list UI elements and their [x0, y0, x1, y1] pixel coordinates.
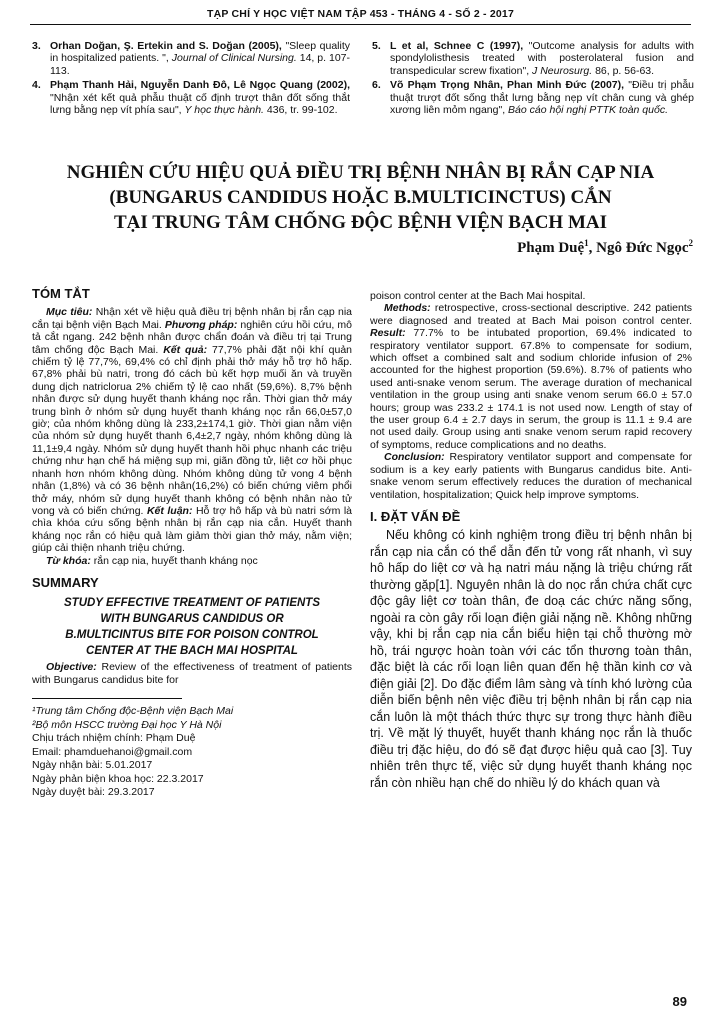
summary-paragraph [370, 451, 692, 501]
summary-paragraph [32, 661, 352, 686]
right-column [370, 290, 692, 791]
abstract-label: Kết luận: [146, 504, 193, 517]
responsible-author: Chịu trách nhiệm chính: Phạm Duệ [32, 732, 196, 745]
introduction-heading: I. ĐẶT VẤN ĐỀ [370, 508, 461, 524]
summary-title-line: B.MULTICINTUS BITE FOR POISON CONTROL [65, 629, 319, 642]
article-title [40, 160, 681, 235]
reference-authors: L et al, Schnee C (1997), [390, 40, 524, 52]
reference-item [32, 40, 350, 77]
summary-label: Methods: [384, 302, 431, 315]
reference-journal: J Neurosurg. [532, 64, 593, 77]
abstract-label: Phương pháp: [164, 318, 238, 331]
reference-title: "Outcome analysis for adults with spondylolisthesis treated with posterolateral fusion and transpedicular screw fixation", [390, 40, 694, 77]
summary-paragraph [370, 302, 692, 451]
author-name: Phạm Duệ [517, 240, 585, 256]
reference-number: 6. [372, 79, 381, 92]
reference-tail: 86, p. 56-63. [595, 64, 655, 77]
reference-number: 3. [32, 40, 41, 52]
keywords-text: rắn cạp nia, huyết thanh kháng nọc [93, 554, 258, 567]
summary-title-line: STUDY EFFECTIVE TREATMENT OF PATIENTS [64, 597, 320, 610]
author-separator: , [588, 240, 597, 256]
reference-journal: Báo cáo hội nghị PTTK toàn quốc. [508, 104, 668, 117]
reference-authors: Orhan Doğan, Ş. Ertekin and S. Doğan (2005), [50, 40, 282, 52]
article-title-line: (BUNGARUS CANDIDUS HOẶC B.MULTICINCTUS) CẮN [109, 187, 612, 208]
reference-item [32, 79, 350, 116]
author-affiliation-mark: 2 [688, 238, 693, 248]
article-title-line: TẠI TRUNG TÂM CHỐNG ĐỘC BỆNH VIỆN BẠCH MAI [114, 212, 607, 233]
summary-heading: SUMMARY [32, 574, 99, 590]
reference-tail: 436, tr. 99-102. [266, 104, 338, 117]
abstract-label: Mục tiêu: [46, 306, 93, 319]
abstract-method: nghiên cứu hồi cứu, mô tả cắt ngang. 242 bệnh nhân được chẩn đoán và điều trị tại Trung tâm chống độc Bạch Mai. [32, 318, 352, 356]
author-affiliation-mark: 1 [584, 238, 589, 248]
introduction-body: Nếu không có kinh nghiệm trong điều trị bệnh nhân bị rắn cạp nia cắn có thể dẫn đến tử vong rất nhanh, vì suy hô hấp do liệt cơ và hạ natri máu nặng là triệu chứng rất thường gặp[1]. Nguyên nhân là do nọc rắn chứa chất cực độc gây liệt cơ toàn thân, đe doạ các chức năng sống, ngoài ra còn gây rối loạn điện giải nặng nề. Không những vậy, khi bị rắn cạp nia cắn biểu hiện tại chỗ thường mờ hồ, trái ngược hoàn toàn với các tổn thương toàn thân, đặc biệt là các rối loạn liên quan đến hệ thần kinh cơ và điện giải [2]. Do đặc điểm lâm sàng và tính khó lường của diễn biến bệnh nên việc điều trị bệnh nhân bị rắn cạp nia cắn luôn là một thách thức thực sự trong thực hành điều trị. Về mặt lý thuyết, huyết thanh kháng nọc rắn là thuốc điều trị đặc hiệu, do đó sẽ đạt được hiệu quả cao [3]. Tuy nhiên trên thực tế, việc sử dụng huyết thanh kháng nọc rắn còn nhiều hạn chế do nhiều lý do khách quan và [370, 528, 692, 790]
references-left [32, 40, 350, 118]
keywords-label: Từ khóa: [46, 554, 91, 567]
reference-title: "Nhận xét kết quả phẫu thuật cố định trượt thân đốt sống thắt lưng bằng nẹp vít phía sau", [50, 91, 350, 117]
summary-conclusion: Respiratory ventilator support and compensate for sodium is a key early patients with Bungarus candidus bite. Anti-snake venom serum effectively reduces the duration of mechanical ventilation, hospitalization; Quick help improve symptoms. [370, 451, 692, 501]
reference-journal: Journal of Clinical Nursing. [171, 52, 297, 65]
summary-methods: retrospective, cross-sectional descriptive. 242 patients were diagnosed and treated at Bach Mai poison control center. [370, 302, 693, 327]
abstract-objective: Nhận xét về hiệu quả điều trị bệnh nhân bị rắn cạp nia cắn tại bệnh viện Bạch Mai. [32, 306, 352, 331]
affiliation-2: ²Bộ môn HSCC trường Đại học Y Hà Nội [32, 718, 222, 731]
running-header: TẠP CHÍ Y HỌC VIỆT NAM TẬP 453 - THÁNG 4 - SỐ 2 - 2017 [206, 8, 514, 20]
summary-objective-continued: poison control center at the Bach Mai hospital. [370, 290, 586, 302]
reference-number: 4. [32, 79, 41, 92]
reference-title: "Sleep quality in hospitalized patients. ", [50, 40, 350, 65]
footnotes [32, 705, 352, 800]
date-received: Ngày nhận bài: 5.01.2017 [32, 759, 153, 772]
header-rule [30, 24, 691, 25]
author-name: Ngô Đức Ngọc [596, 240, 689, 256]
abstract-result: 77,7% phải đặt nội khí quản chiếm tỷ lệ 77,7%, 69,4% có chỉ định phải thở máy hỗ trợ hô hấp. 67,8% phải bù natri, trong đó cách bù kết hợp muối ăn và truyền dung dịch natriclorua 2% chiếm tỷ lệ cao nhất (59,6%). 8,7% bệnh nhân được sử dụng huyết thanh kháng nọc rắn. Thời gian thở máy trung bình ở nhóm sử dụng huyết thanh kháng nọc rắn 66,0±57,0 giờ; của nhóm không dùng là 233,2±174,1 giờ. Thời gian nằm viện của nhóm sử dụng huyết thanh 6,4±2,7 ngày, nhóm không dùng là 11,1±9,4 ngày. Nhóm sử dụng huyết thanh hồi phục nhanh các triệu chứng như hạn chế há miệng sụp mi, giãn đồng tử, liệt cơ hồi phục nhanh hơn nhóm không dùng. Nhóm không dùng tử vong 4 bệnh nhân (1,8%) và có 36 bệnh nhân(16,2%) có biến chứng viêm phổi thở máy, nhóm sử dụng huyết thanh không có bệnh nhân nào tử vong và có biến chứng. [32, 343, 352, 517]
keywords-paragraph [32, 555, 352, 567]
footnote-rule [32, 698, 182, 699]
summary-continued [370, 290, 692, 302]
reference-item [372, 40, 694, 77]
summary-title-line: CENTER AT THE BACH MAI HOSPITAL [86, 645, 298, 658]
reference-authors: Phạm Thanh Hải, Nguyễn Danh Đô, Lê Ngọc Quang (2002), [50, 79, 350, 92]
left-column [32, 288, 352, 800]
date-reviewed: Ngày phản biện khoa học: 22.3.2017 [32, 772, 204, 785]
summary-label: Result: [370, 327, 406, 340]
reference-title: "Điều trị phẫu thuật trượt đốt sống thắt lưng bằng nẹp vít chân cung và ghép xương liên mỏm ngang", [390, 79, 695, 117]
summary-label: Objective: [46, 661, 97, 674]
author-line [517, 238, 693, 257]
reference-authors: Võ Phạm Trọng Nhân, Phan Minh Đức (2007), [390, 79, 625, 92]
abstract-paragraph [32, 306, 352, 554]
date-approved: Ngày duyệt bài: 29.3.2017 [32, 786, 155, 799]
abstract-heading: TÓM TẮT [32, 286, 90, 301]
references-right [372, 40, 694, 118]
summary-objective: Review of the effectiveness of treatment of patients with Bungarus candidus bite for [32, 661, 353, 686]
reference-number: 5. [372, 40, 381, 52]
abstract-conclusion: Hỗ trợ hô hấp và bù natri sớm là chìa khóa cứu sống bệnh nhân bị rắn cạp nia cắn. Huyết thanh kháng nọc rắn có hiệu quả làm giảm thời gian thở máy, nằm viện; giúp cải thiện nhanh triệu chứng. [32, 504, 353, 555]
abstract-label: Kết quả: [163, 343, 208, 356]
summary-result: 77.7% to be intubated proportion, 69.4% indicated to respiratory ventilator support. 67.8% to compensate for sodium, which offset a combined salt and sodium chloride infusion of 2% accounted for the highest proportion (59.6%). 8.7% of patients who used anti-snake venom serum. The average duration of mechanical ventilation in the group using anti snake venom serum 66.0 ± 57.0 hours; group was 233.2 ± 174.1 is not used now. Length of stay of the user group 6.4 ± 2.7 days in serum, the group is 11.1 ± 9.4 are not used daily. Group using anti snake venom serum rapid recovery of symptoms, reduce complications and no deaths. [370, 327, 692, 451]
reference-item [372, 79, 694, 116]
affiliation-1: ¹Trung tâm Chống độc-Bệnh viện Bạch Mai [32, 705, 234, 718]
reference-tail: 14, p. 107-113. [50, 52, 351, 77]
summary-title-line: WITH BUNGARUS CANDIDUS OR [100, 613, 284, 626]
contact-email: Email: phamduehanoi@gmail.com [32, 745, 193, 758]
article-title-line: NGHIÊN CỨU HIỆU QUẢ ĐIỀU TRỊ BỆNH NHÂN BỊ RẮN CẠP NIA [66, 162, 655, 183]
summary-title [32, 595, 352, 659]
summary-label: Conclusion: [384, 451, 445, 464]
page-number: 89 [672, 994, 687, 1009]
reference-journal: Y học thực hành. [184, 104, 264, 117]
